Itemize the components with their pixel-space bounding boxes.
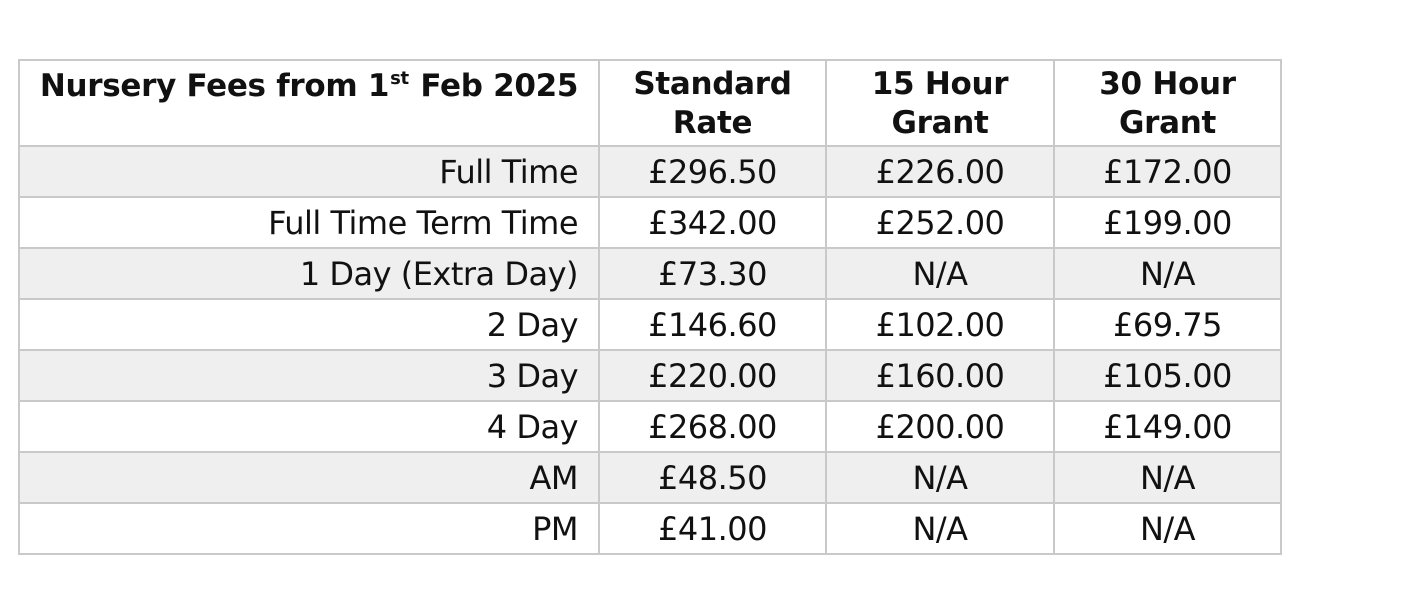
- table-header: [19, 60, 1281, 146]
- table-row: [19, 503, 1281, 554]
- 15-hour-grant-cell: N/A: [826, 452, 1054, 503]
- 15-hour-grant-cell: £102.00: [826, 299, 1054, 350]
- table-title-cell: [19, 60, 599, 146]
- 30-hour-grant-cell: £69.75: [1054, 299, 1281, 350]
- row-label: Full Time Term Time: [19, 197, 599, 248]
- row-label: AM: [19, 452, 599, 503]
- standard-rate-cell: £220.00: [599, 350, 826, 401]
- table-title-ordinal: st: [390, 68, 409, 89]
- row-label: Full Time: [19, 146, 599, 197]
- row-label: 4 Day: [19, 401, 599, 452]
- row-label: 2 Day: [19, 299, 599, 350]
- table-title-prefix: Nursery Fees from 1: [39, 68, 390, 104]
- standard-rate-cell: £342.00: [599, 197, 826, 248]
- 15-hour-grant-cell: N/A: [826, 503, 1054, 554]
- table-row: [19, 248, 1281, 299]
- 15-hour-grant-cell: £226.00: [826, 146, 1054, 197]
- table-row: [19, 350, 1281, 401]
- nursery-fees-table: [18, 59, 1282, 555]
- table-body: [19, 146, 1281, 554]
- 15-hour-grant-cell: N/A: [826, 248, 1054, 299]
- row-label: 1 Day (Extra Day): [19, 248, 599, 299]
- 30-hour-grant-cell: N/A: [1054, 248, 1281, 299]
- 15-hour-grant-cell: £160.00: [826, 350, 1054, 401]
- table-title-suffix: Feb 2025: [409, 68, 579, 104]
- standard-rate-cell: £146.60: [599, 299, 826, 350]
- standard-rate-cell: £73.30: [599, 248, 826, 299]
- table-row: [19, 401, 1281, 452]
- 30-hour-grant-cell: £105.00: [1054, 350, 1281, 401]
- standard-rate-cell: £268.00: [599, 401, 826, 452]
- 30-hour-grant-cell: £199.00: [1054, 197, 1281, 248]
- 15-hour-grant-cell: £200.00: [826, 401, 1054, 452]
- 15-hour-grant-cell: £252.00: [826, 197, 1054, 248]
- standard-rate-cell: £48.50: [599, 452, 826, 503]
- 30-hour-grant-cell: N/A: [1054, 452, 1281, 503]
- table-row: [19, 146, 1281, 197]
- standard-rate-cell: £41.00: [599, 503, 826, 554]
- 30-hour-grant-cell: £172.00: [1054, 146, 1281, 197]
- column-header-standard-rate: Standard Rate: [599, 60, 826, 146]
- 30-hour-grant-cell: £149.00: [1054, 401, 1281, 452]
- 30-hour-grant-cell: N/A: [1054, 503, 1281, 554]
- table-row: [19, 299, 1281, 350]
- standard-rate-cell: £296.50: [599, 146, 826, 197]
- column-header-30-hour-grant: 30 Hour Grant: [1054, 60, 1281, 146]
- column-header-15-hour-grant: 15 Hour Grant: [826, 60, 1054, 146]
- table-row: [19, 452, 1281, 503]
- header-row: [19, 60, 1281, 146]
- row-label: PM: [19, 503, 599, 554]
- table-row: [19, 197, 1281, 248]
- row-label: 3 Day: [19, 350, 599, 401]
